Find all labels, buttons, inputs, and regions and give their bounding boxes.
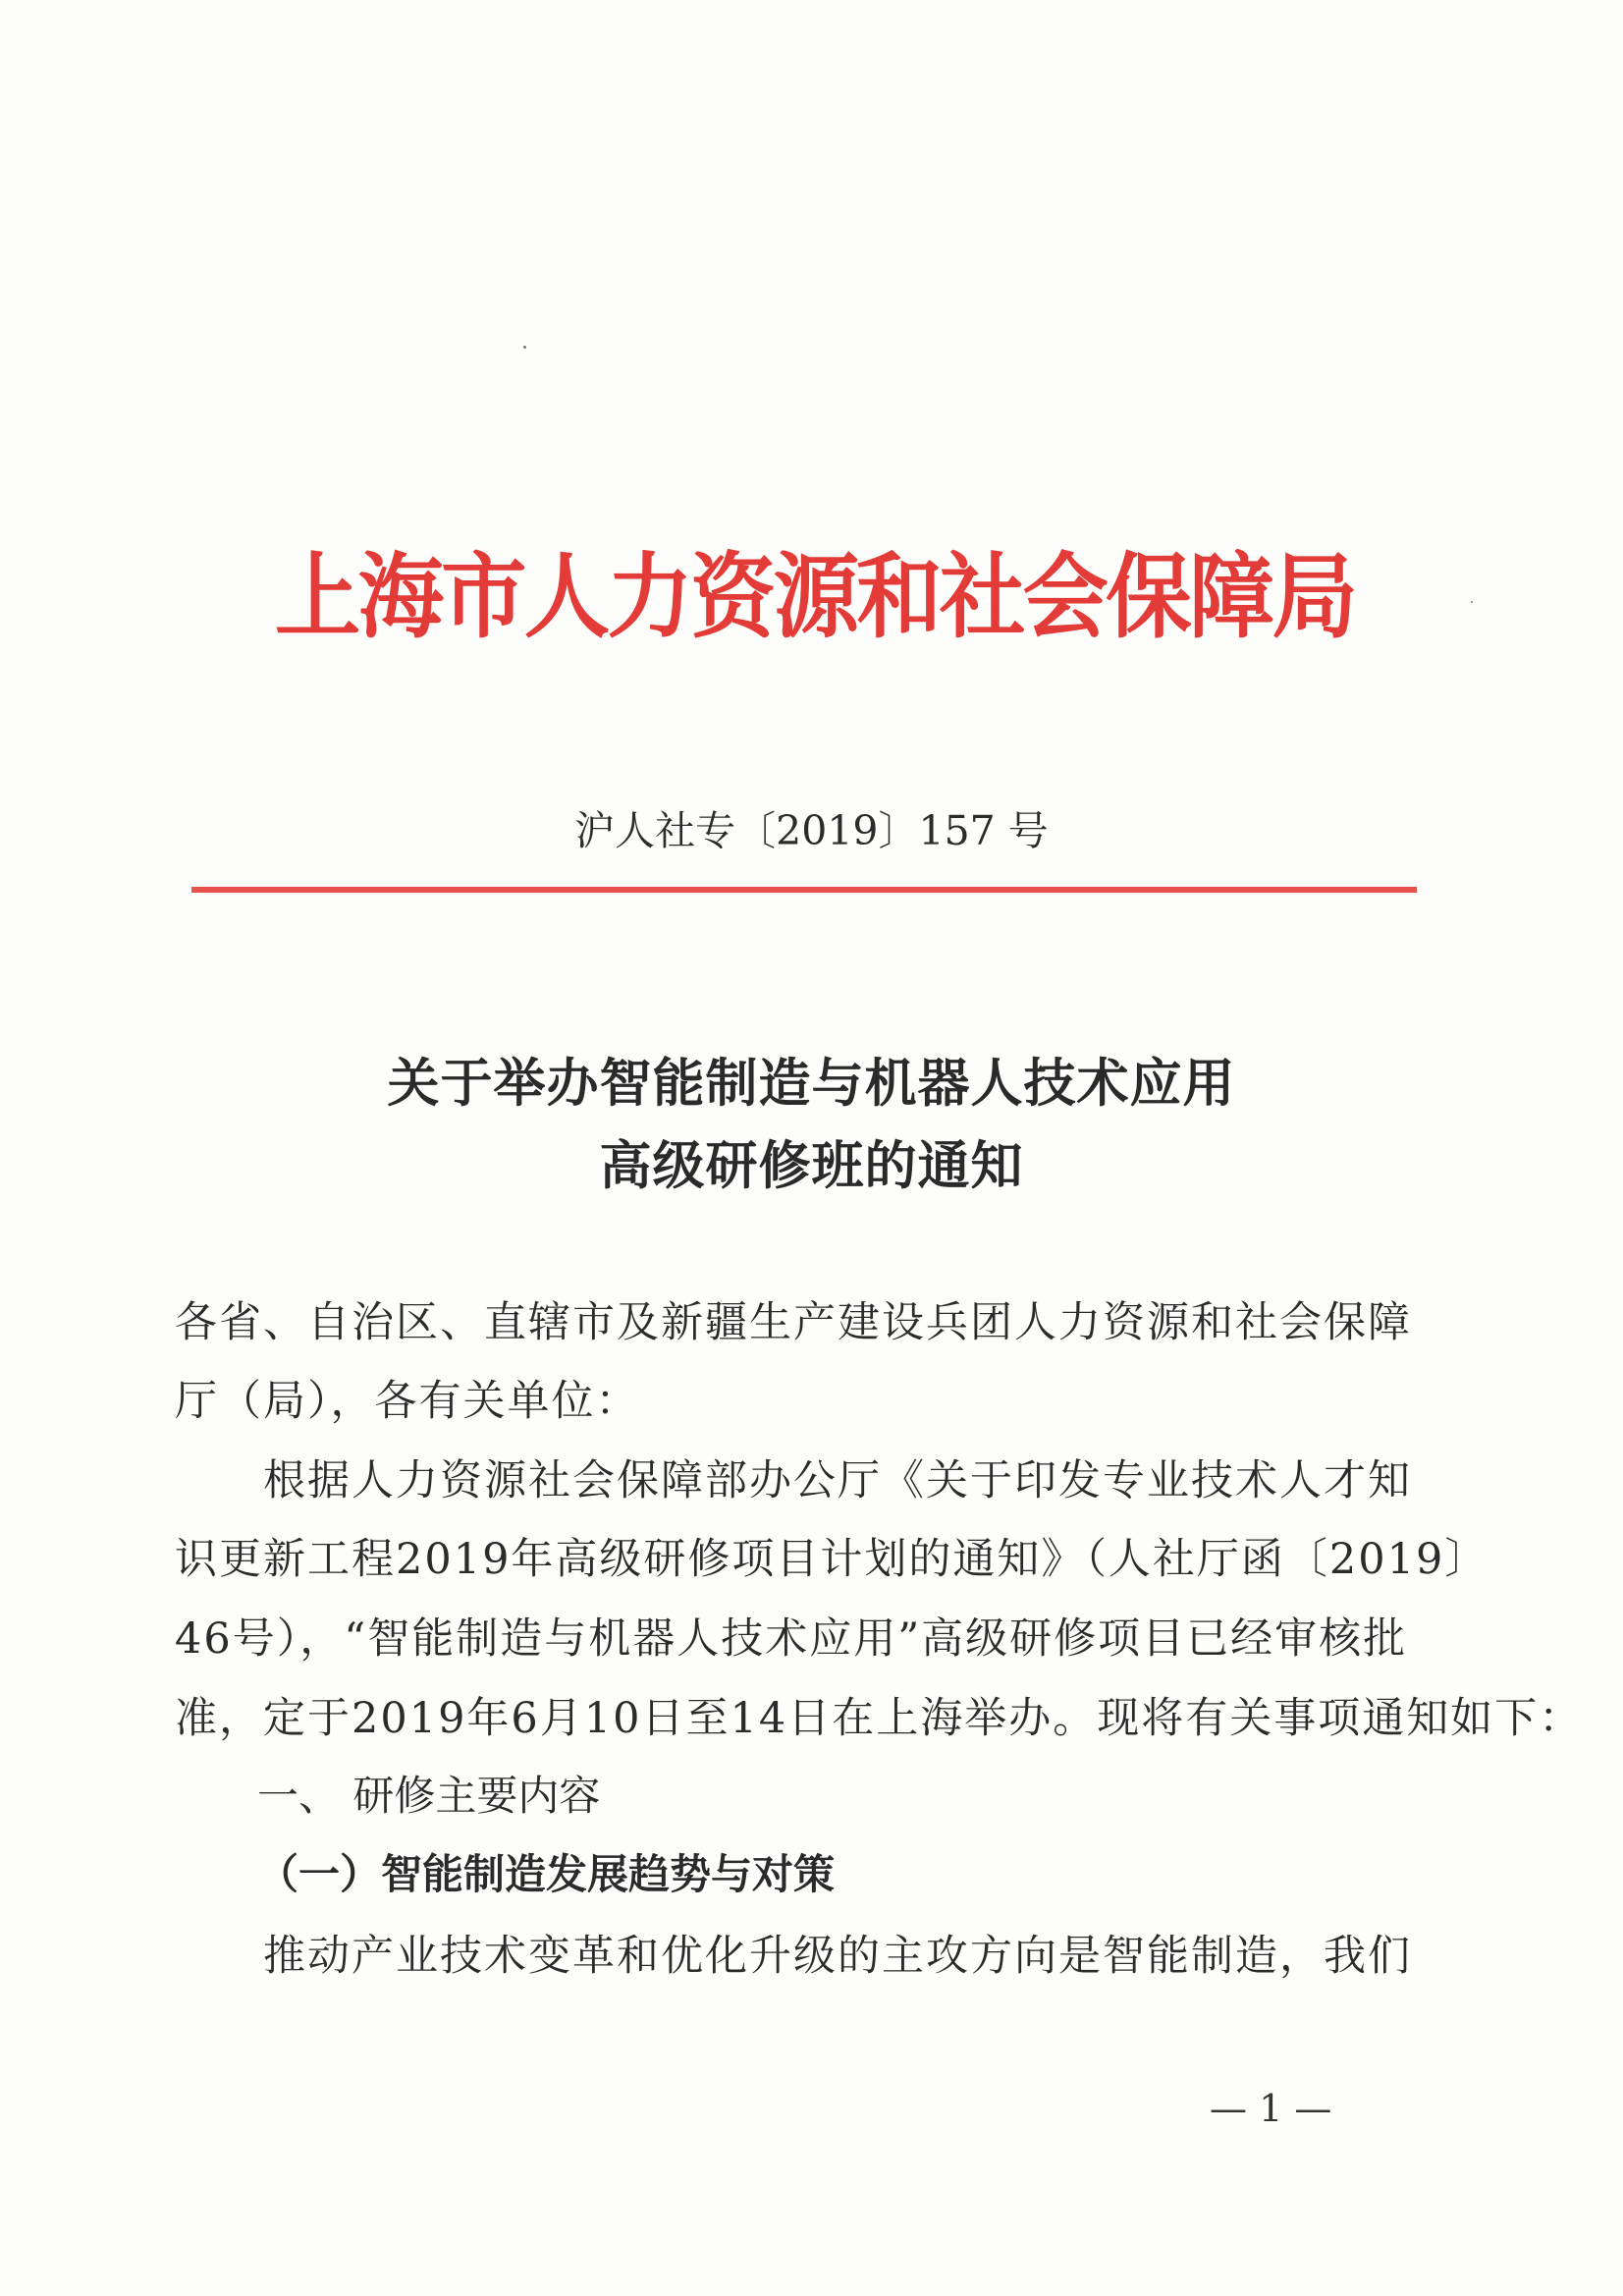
paragraph-1-line-1: 根据人力资源社会保障部办公厅《关于印发专业技术人才知 bbox=[175, 1456, 1412, 1505]
document-number: 沪人社专〔2019〕157 号 bbox=[574, 807, 1049, 854]
paragraph-1-line-3: 46号），“智能制造与机器人技术应用”高级研修项目已经审核批 bbox=[175, 1614, 1408, 1664]
document-title-line-1: 关于举办智能制造与机器人技术应用 bbox=[387, 1054, 1236, 1114]
recipients-line-1: 各省、自治区、直辖市及新疆生产建设兵团人力资源和社会保障 bbox=[175, 1298, 1412, 1347]
subsection-heading-1: （一）智能制造发展趋势与对策 bbox=[257, 1850, 836, 1898]
scan-speck bbox=[1471, 601, 1473, 603]
page-number: — 1 — bbox=[1210, 2087, 1332, 2130]
paragraph-1-line-4: 准，定于2019年6月10日至14日在上海举办。现将有关事项通知如下： bbox=[175, 1694, 1584, 1743]
paragraph-1-line-2: 识更新工程2019年高级研修项目计划的通知》（人社厅函〔2019〕 bbox=[175, 1535, 1489, 1584]
document-title-line-2: 高级研修班的通知 bbox=[599, 1136, 1024, 1196]
recipients-line-2: 厅（局），各有关单位： bbox=[175, 1377, 640, 1426]
red-divider-line bbox=[191, 887, 1417, 893]
agency-letterhead: 上海市人力资源和社会保障局 bbox=[274, 543, 1356, 651]
section-heading-1: 一、 研修主要内容 bbox=[257, 1772, 601, 1820]
scan-speck bbox=[523, 346, 526, 349]
paragraph-2-line-1: 推动产业技术变革和优化升级的主攻方向是智能制造，我们 bbox=[175, 1932, 1412, 1981]
